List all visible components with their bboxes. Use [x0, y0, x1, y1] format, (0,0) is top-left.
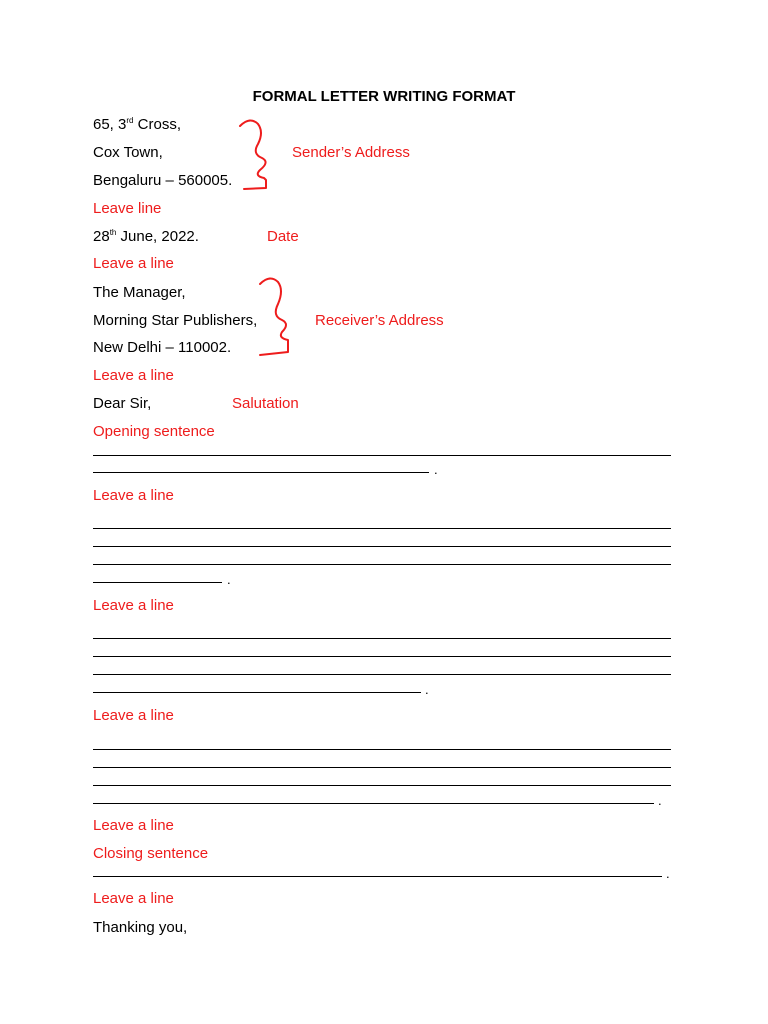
sender-address-line-1: 65, 3rd Cross, — [93, 116, 182, 133]
leave-line-note-3: Leave a line — [93, 367, 174, 384]
sender-address-line-2: Cox Town, — [93, 144, 163, 161]
writing-line — [93, 638, 671, 639]
writing-line — [93, 564, 671, 565]
writing-line — [93, 767, 671, 768]
writing-line — [93, 876, 662, 877]
salutation-annotation: Salutation — [232, 395, 299, 412]
salutation: Dear Sir, — [93, 395, 152, 412]
writing-line — [93, 749, 671, 750]
closing-phrase: Thanking you, — [93, 919, 188, 936]
leave-line-note-5: Leave a line — [93, 597, 174, 614]
line-end-period: . — [425, 682, 429, 697]
writing-line — [93, 656, 671, 657]
leave-line-note-4: Leave a line — [93, 487, 174, 504]
writing-line — [93, 785, 671, 786]
writing-line — [93, 674, 671, 675]
writing-line — [93, 528, 671, 529]
leave-line-note-8: Leave a line — [93, 890, 174, 907]
line-end-period: . — [434, 462, 438, 477]
opening-sentence-note: Opening sentence — [93, 423, 215, 440]
leave-line-note-1: Leave line — [93, 200, 162, 217]
date-annotation: Date — [267, 228, 299, 245]
receiver-address-line-1: The Manager, — [93, 284, 186, 301]
receiver-address-line-2: Morning Star Publishers, — [93, 312, 258, 329]
leave-line-note-2: Leave a line — [93, 255, 174, 272]
writing-line — [93, 803, 654, 804]
closing-sentence-note: Closing sentence — [93, 845, 209, 862]
sender-address-line-3: Bengaluru – 560005. — [93, 172, 233, 189]
writing-line — [93, 546, 671, 547]
line-end-period: . — [658, 793, 662, 808]
writing-line — [93, 472, 429, 473]
writing-line — [93, 692, 421, 693]
sender-brace-icon — [236, 118, 276, 194]
receiver-brace-icon — [256, 274, 296, 358]
line-end-period: . — [227, 572, 231, 587]
receiver-address-line-3: New Delhi – 110002. — [93, 339, 232, 356]
line-end-period: . — [666, 866, 670, 881]
writing-line — [93, 582, 222, 583]
leave-line-note-6: Leave a line — [93, 707, 174, 724]
writing-line — [93, 455, 671, 456]
letter-date: 28th June, 2022. — [93, 228, 199, 245]
leave-line-note-7: Leave a line — [93, 817, 174, 834]
receiver-address-annotation: Receiver’s Address — [315, 312, 444, 329]
sender-address-annotation: Sender’s Address — [292, 144, 410, 161]
page-title: FORMAL LETTER WRITING FORMAT — [252, 88, 516, 105]
